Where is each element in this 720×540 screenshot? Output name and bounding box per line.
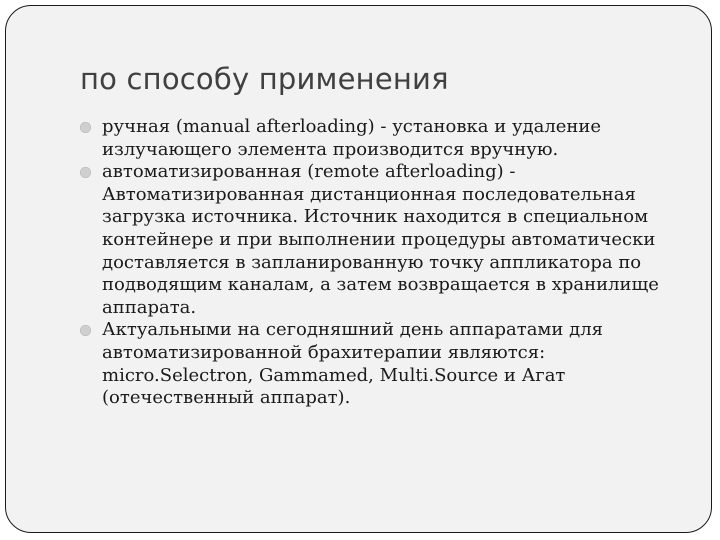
bullet-text: Актуальными на сегодняшний день аппаратами для автоматизированной брахитерапии являются: micro.Selectron, Gammamed, Multi.Source и Агат (отечественный аппарат). xyxy=(102,319,604,409)
bullet-dot-icon xyxy=(80,325,91,336)
bullet-list xyxy=(80,116,680,410)
bullet-item xyxy=(80,319,680,409)
bullet-text: ручная (manual afterloading) - установка и удаление излучающего элемента производится вручную. xyxy=(102,116,602,160)
slide-title: по способу применения xyxy=(80,62,449,96)
bullet-item xyxy=(80,161,680,319)
bullet-dot-icon xyxy=(80,122,91,133)
bullet-item xyxy=(80,116,680,161)
bullet-text: автоматизированная (remote afterloading) - Автоматизированная дистанционная последовательная загрузка источника. Источник находится в специальном контейнере и при выполнении процедуры автоматически доставляется в запланированную точку аппликатора по подводящим каналам, а затем возвращается в хранилище аппарата. xyxy=(102,161,659,318)
bullet-dot-icon xyxy=(80,167,91,178)
